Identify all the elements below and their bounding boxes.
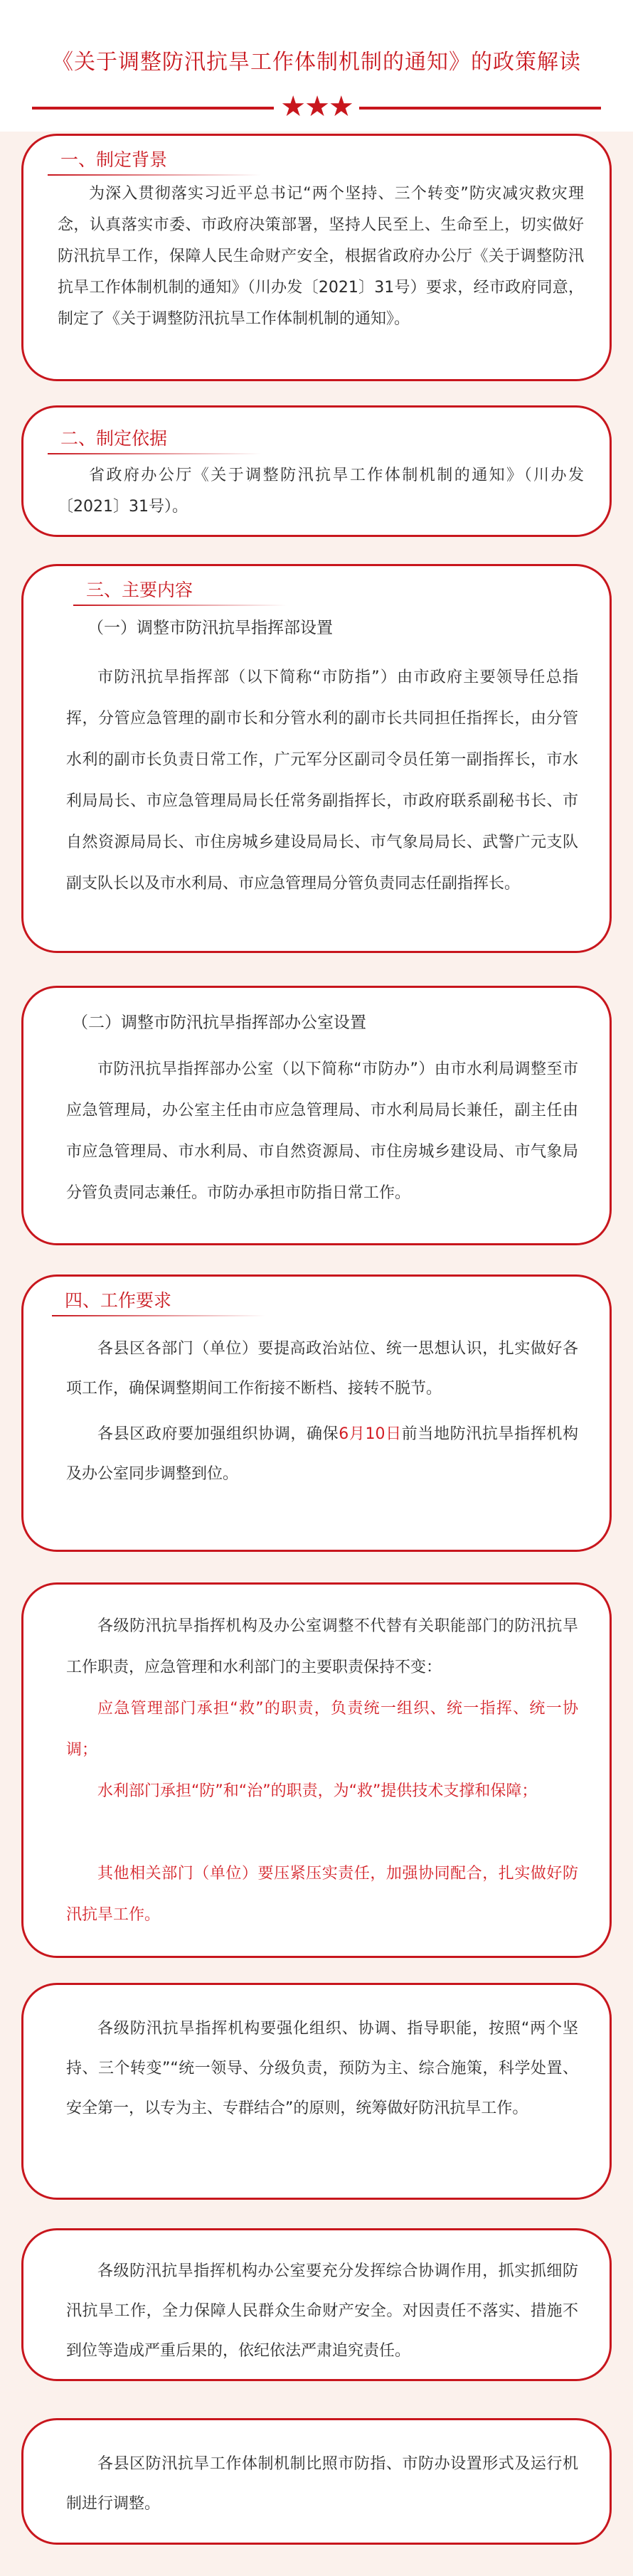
subsection-title-hq: （一）调整市防汛抗旱指挥部设置: [87, 619, 333, 637]
section-title-basis: 二、制定依据: [60, 425, 167, 454]
section-county: [21, 2418, 612, 2545]
section-requirements: [21, 1274, 612, 1552]
duties-water: 水利部门承担“防”和“治”的职责，为“救”提供技术支撑和保障；: [97, 1782, 538, 1800]
hq-text: 市防汛抗旱指挥部（以下简称“市防指”）由市政府主要领导任总指挥，分管应急管理的副市长和分管水利的副市长共同担任指挥长，由分管水利的副市长负责日常工作，广元军分区副司令员任第一副指挥长，市水利局局长、市应急管理局局长任常务副指挥长，市政府联系副秘书长、市自然资源局局长、市住房城乡建设局局长、市气象局局长、武警广元支队副支队长以及市水利局、市应急管理局分管负责同志任副指挥长。: [66, 669, 578, 893]
requirements-p1: 各县区各部门（单位）要提高政治站位、统一思想认识，扎实做好各项工作，确保调整期间工作衔接不断档、接转不脱节。: [66, 1340, 578, 1398]
requirements-p2-before: 各县区政府要加强组织协调，确保: [97, 1425, 339, 1443]
basis-text: 省政府办公厅《关于调整防汛抗旱工作体制机制的通知》（川办发〔2021〕31号）。: [58, 467, 584, 516]
section-coordination: [21, 1983, 612, 2200]
section-background: [21, 134, 612, 381]
subsection-title-office: （二）调整市防汛抗旱指挥部办公室设置: [72, 1013, 366, 1032]
page-title: 《关于调整防汛抗旱工作体制机制的通知》的政策解读: [52, 50, 581, 75]
section-title-requirements: 四、工作要求: [65, 1287, 171, 1316]
deadline-date: 6月10日: [339, 1425, 402, 1443]
requirements-p2: [66, 1415, 578, 1494]
section-title-background: 一、制定背景: [60, 146, 167, 176]
section-office: [21, 986, 612, 1245]
title-divider-right: [359, 107, 601, 110]
office-role-text: 各级防汛抗旱指挥机构办公室要充分发挥综合协调作用，抓实抓细防汛抗旱工作，全力保障人民群众生命财产安全。对因责任不落实、措施不到位等造成严重后果的，依纪依法严肃追究责任。: [66, 2262, 578, 2360]
star-icons: ★★★: [280, 90, 353, 123]
section-content: [21, 564, 612, 953]
header: [0, 0, 633, 132]
duties-intro: 各级防汛抗旱指挥机构及办公室调整不代替有关职能部门的防汛抗旱工作职责，应急管理和水利部门的主要职责保持不变：: [66, 1617, 578, 1676]
requirements-p2-after: 前当地防汛抗旱指挥机构及办公室同步调整到位。: [66, 1425, 578, 1483]
section-office-role: [21, 2228, 612, 2381]
duties-others: 其他相关部门（单位）要压紧压实责任，加强协同配合，扎实做好防汛抗旱工作。: [66, 1865, 578, 1924]
coordination-text: 各级防汛抗旱指挥机构要强化组织、协调、指导职能，按照“两个坚持、三个转变”“统一领导、分级负责，预防为主、综合施策，科学处置、安全第一，以专为主、专群结合”的原则，统筹做好防汛抗旱工作。: [66, 2020, 578, 2117]
section-basis: [21, 405, 612, 537]
background-text: 为深入贯彻落实习近平总书记“两个坚持、三个转变”防灾减灾救灾理念，认真落实市委、市政府决策部署，坚持人民至上、生命至上，切实做好防汛抗旱工作，保障人民生命财产安全，根据省政府办公厅《关于调整防汛抗旱工作体制机制的通知》（川办发〔2021〕31号）要求，经市政府同意，制定了《关于调整防汛抗旱工作体制机制的通知》。: [58, 185, 584, 328]
section-title-content: 三、主要内容: [86, 576, 193, 606]
section-duties: [21, 1582, 612, 1958]
office-text: 市防汛抗旱指挥部办公室（以下简称“市防办”）由市水利局调整至市应急管理局，办公室主任由市应急管理局、市水利局局长兼任，副主任由市应急管理局、市水利局、市自然资源局、市住房城乡建设局、市气象局分管负责同志兼任。市防办承担市防指日常工作。: [66, 1060, 578, 1202]
title-divider-left: [32, 107, 274, 110]
county-text: 各县区防汛抗旱工作体制机制比照市防指、市防办设置形式及运行机制进行调整。: [66, 2455, 578, 2513]
duties-emergency: 应急管理部门承担“救”的职责，负责统一组织、统一指挥、统一协调；: [66, 1700, 578, 1759]
